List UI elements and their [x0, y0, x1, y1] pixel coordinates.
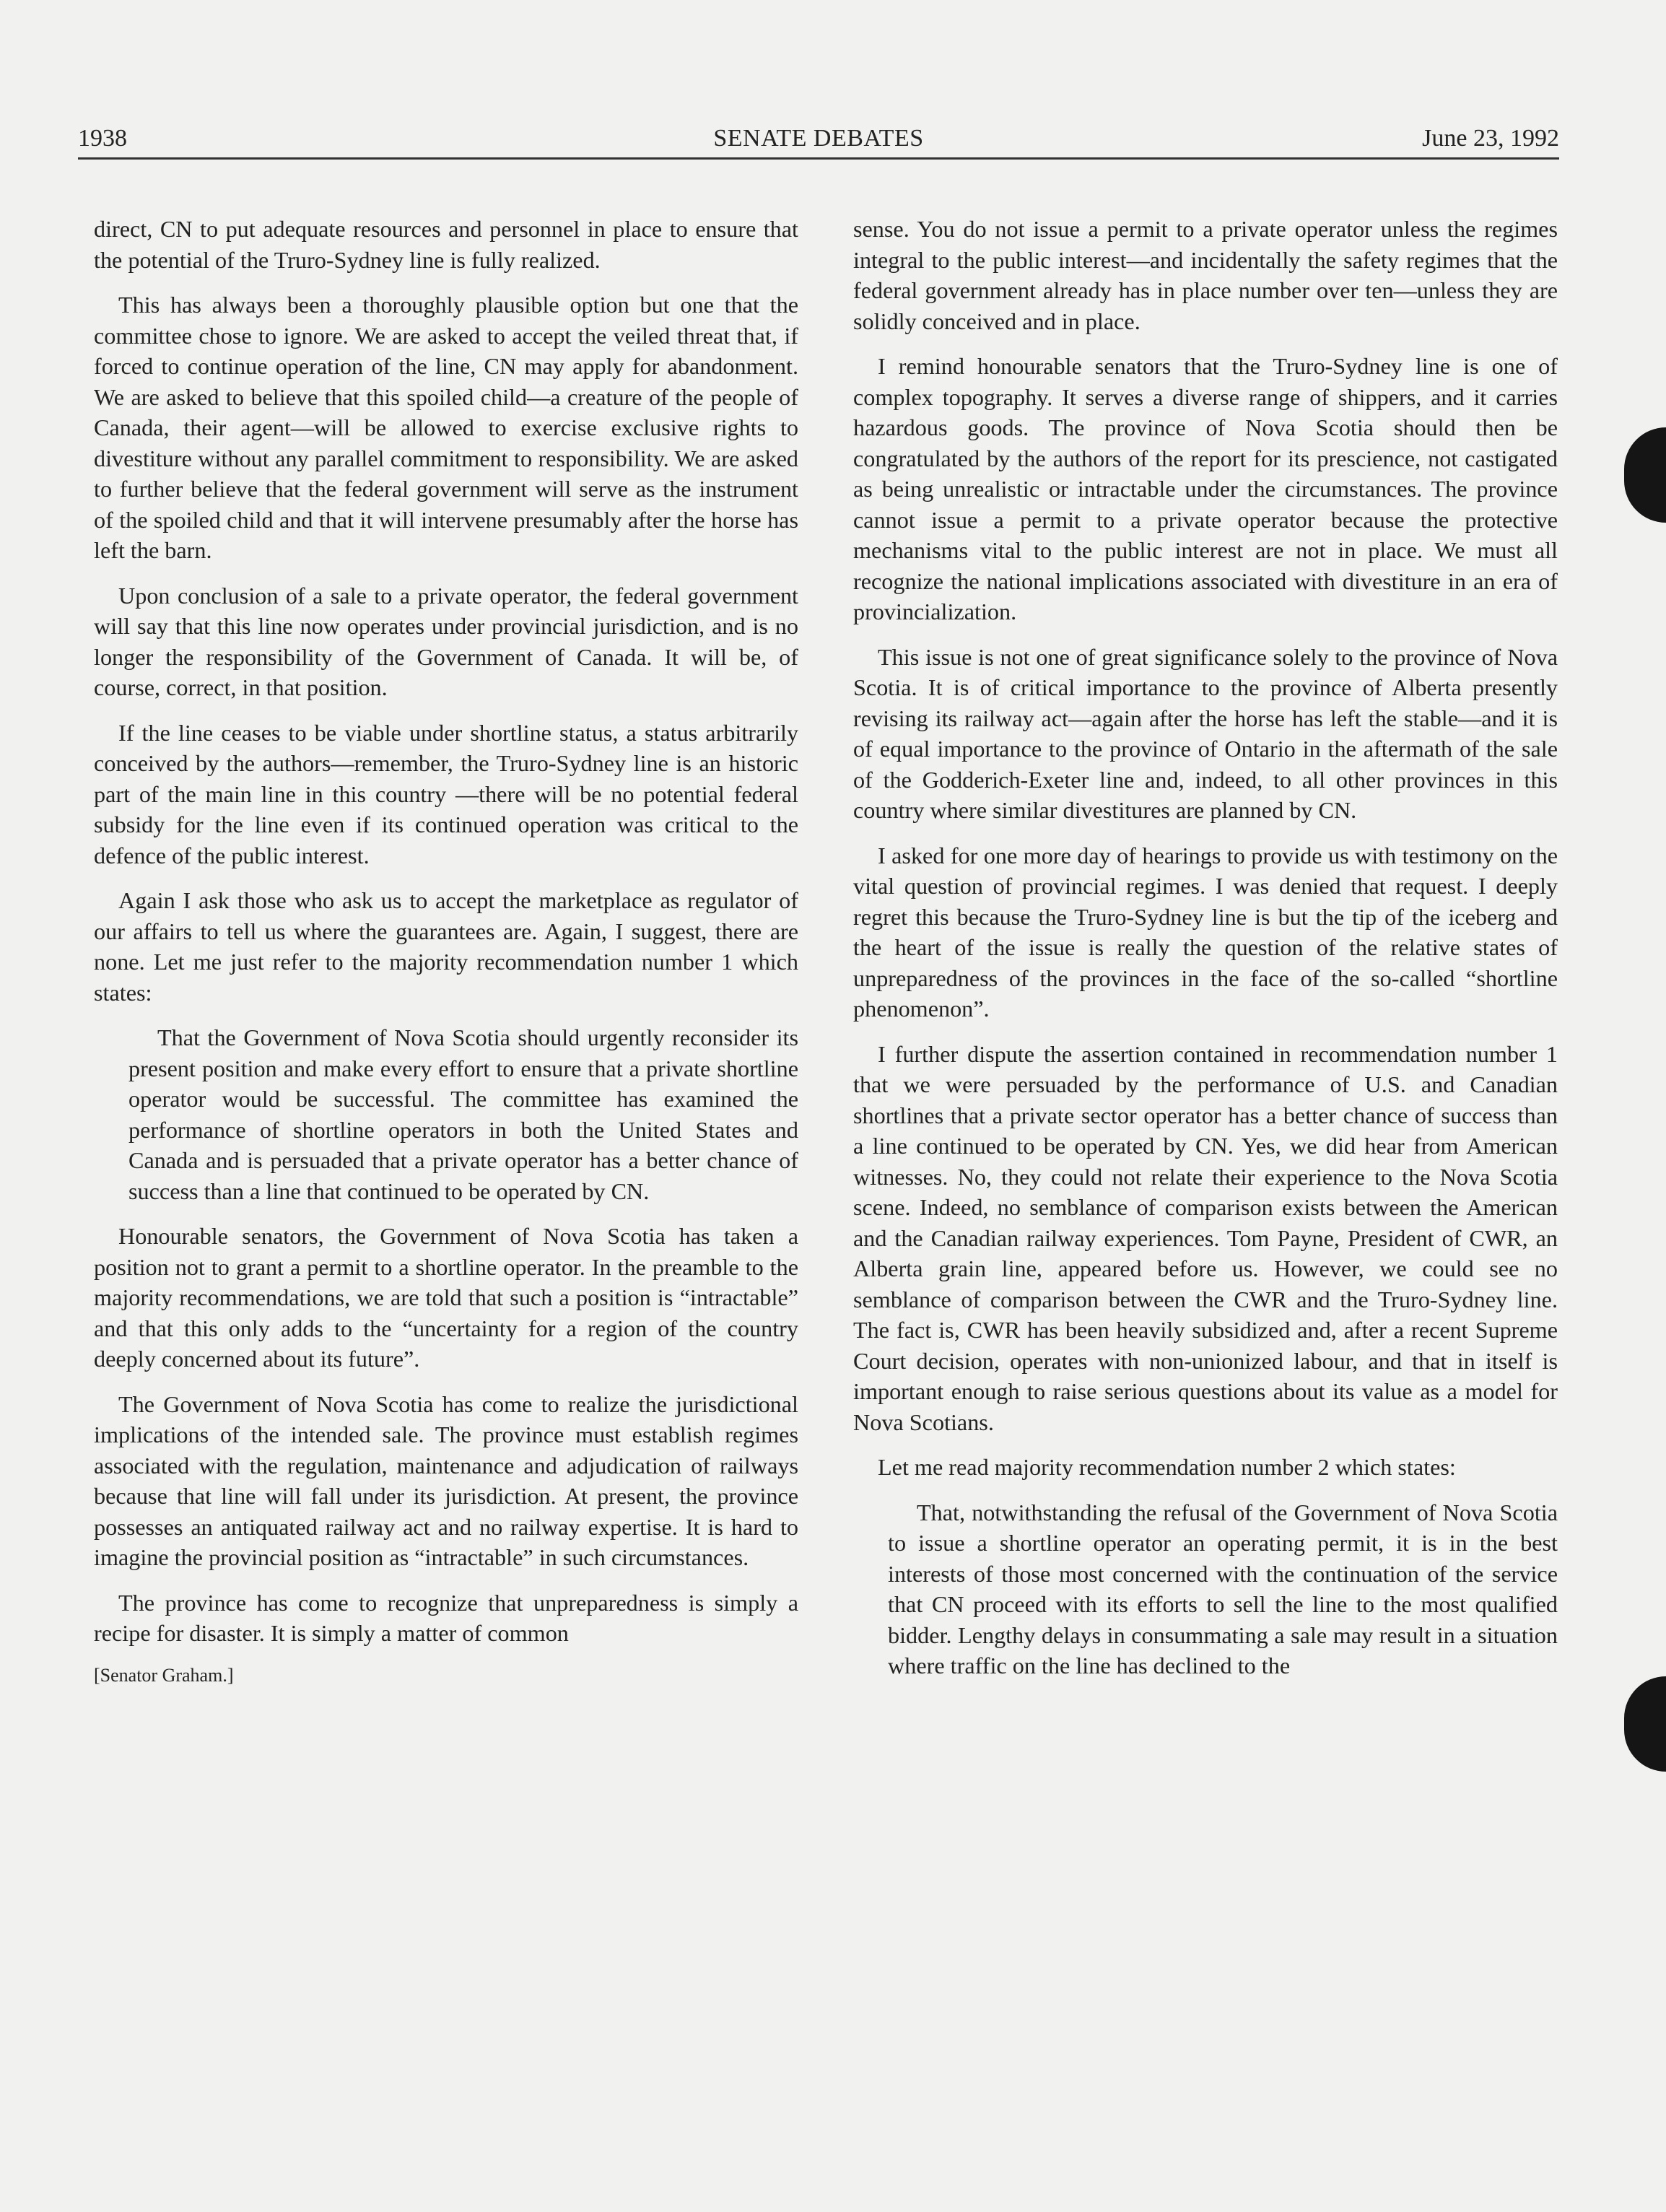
left-column	[94, 214, 798, 1702]
paragraph: The province has come to recognize that unpreparedness is simply a recipe for disaster. It is simply a matter of common	[94, 1589, 798, 1646]
paragraph: Again I ask those who ask us to accept the marketplace as regulator of our affairs to tell us where the guarantees are. Again, I suggest, there are none. Let me just refer to the majority recommendation number 1 which states:	[94, 887, 798, 1006]
block-quote: That the Government of Nova Scotia should urgently reconsider its present position and make every effort to ensure that a private shortline operator would be successful. The committee has examined the performance of shortline operators in both the United States and Canada and is persuaded that a private operator has a better chance of success than a line that continued to be operated by CN.	[128, 1024, 798, 1204]
paragraph: If the line ceases to be viable under shortline status, a status arbitrarily conceived by the authors—remember, the Truro-Sydney line is an historic part of the main line in this country —there will be no potential federal subsidy for the line even if its continued operation was critical to the defence of the public interest.	[94, 719, 798, 868]
paragraph: Let me read majority recommendation number 2 which states:	[878, 1454, 1456, 1480]
header-rule	[78, 157, 1559, 160]
paragraph: The Government of Nova Scotia has come to realize the jurisdictional implications of the intended sale. The province must establish regimes associated with the regulation, maintenance and adjudication of railways because that line will fall under its jurisdiction. At present, the province possesses an antiquated railway act and no railway expertise. It is hard to imagine the provincial position as “intractable” in such circumstances.	[94, 1390, 798, 1570]
paragraph: Honourable senators, the Government of Nova Scotia has taken a position not to grant a permit to a shortline operator. In the preamble to the majority recommendations, we are told that such a position is “intractable” and that this only adds to the “uncertainty for a region of the country deeply concerned about its future”.	[94, 1223, 798, 1372]
paragraph: sense. You do not issue a permit to a private operator unless the regimes integral to the public interest—and incidentally the safety regimes that the federal government already has in place number over ten—unless they are solidly conceived and in place.	[853, 216, 1558, 334]
page-number: 1938	[78, 125, 127, 152]
right-column	[853, 214, 1558, 1696]
block-quote: That, notwithstanding the refusal of the Government of Nova Scotia to issue a shortline operator an operating permit, it is in the best interests of those most concerned with the continuation of the service that CN proceed with its efforts to sell the line to the most qualified bidder. Lengthy delays in consummating a sale may result in a situation where traffic on the line has declined to the	[888, 1499, 1558, 1678]
paragraph: direct, CN to put adequate resources and personnel in place to ensure that the potential of the Truro-Sydney line is fully realized.	[94, 216, 798, 273]
paragraph: This has always been a thoroughly plausible option but one that the committee chose to ignore. We are asked to accept the veiled threat that, if forced to continue operation of the line, CN may apply for abandonment. We are asked to believe that this spoiled child—a creature of the people of Canada, their agent—will be allowed to exercise exclusive rights to divestiture without any parallel commitment to responsibility. We are asked to further believe that the federal government will serve as the instrument of the spoiled child and that it will intervene presumably after the horse has left the barn.	[94, 292, 798, 563]
paragraph: I further dispute the assertion contained in recommendation number 1 that we were persuaded by the performance of U.S. and Canadian shortlines that a private sector operator has a better chance of success than a line continued to be operated by CN. Yes, we did hear from American witnesses. No, they could not relate their experience to the Nova Scotia scene. Indeed, no semblance of comparison exists between the American and the Canadian railway experiences. Tom Payne, President of CWR, an Alberta grain line, appeared before us. However, we could see no semblance of comparison between the CWR and the Truro-Sydney line. The fact is, CWR has been heavily subsidized and, after a recent Supreme Court decision, operates with non-unionized labour, and that in itself is important enough to raise serious questions about its value as a model for Nova Scotians.	[853, 1040, 1558, 1435]
publication-date: June 23, 1992	[1422, 125, 1559, 152]
paragraph: Upon conclusion of a sale to a private operator, the federal government will say that this line now operates under provincial jurisdiction, and is no longer the responsibility of the Government of Canada. It will be, of course, correct, in that position.	[94, 582, 798, 700]
binder-hole-mark	[1624, 427, 1666, 523]
paragraph: I remind honourable senators that the Truro-Sydney line is one of complex topography. It serves a diverse range of shippers, and it carries hazardous goods. The province of Nova Scotia should then be congratulated by the authors of the report for its prescience, not castigated as being unrealistic or intractable under the circumstances. The province cannot issue a permit to a private operator because the protective mechanisms vital to the public interest are not in place. We must all recognize the national implications associated with divestiture in an era of provincialization.	[853, 353, 1558, 624]
paragraph: I asked for one more day of hearings to provide us with testimony on the vital question of provincial regimes. I was denied that request. I deeply regret this because the Truro-Sydney line is but the tip of the iceberg and the heart of the issue is really the question of the relative states of unpreparedness of the provinces in the face of the so-called “shortline phenomenon”.	[853, 842, 1558, 1022]
paragraph: This issue is not one of great significance solely to the province of Nova Scotia. It is of critical importance to the province of Alberta presently revising its railway act—again after the horse has left the stable—and it is of equal importance to the province of Ontario in the aftermath of the sale of the Godderich-Exeter line and, indeed, to all other provinces in this country where similar divestitures are planned by CN.	[853, 643, 1558, 823]
binder-hole-mark	[1624, 1676, 1666, 1772]
speaker-attribution: [Senator Graham.]	[94, 1664, 234, 1686]
publication-title: SENATE DEBATES	[713, 125, 924, 152]
page-header	[78, 121, 1559, 156]
